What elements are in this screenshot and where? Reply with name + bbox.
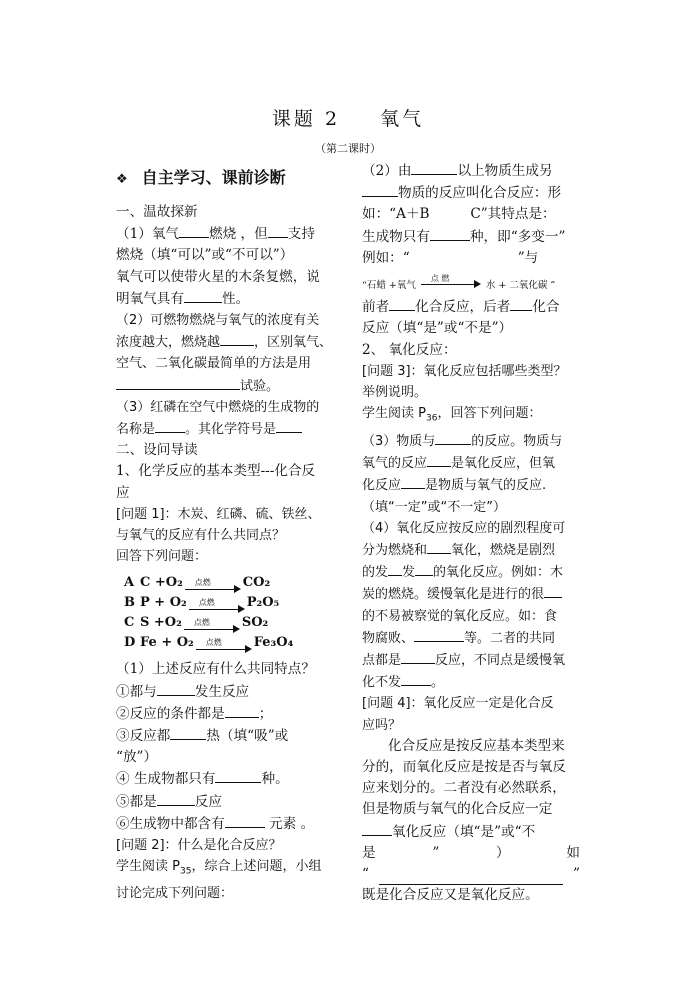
reaction-equation: D Fe + O₂ 点燃 Fe₃O₄ [124,633,339,653]
arrow-icon: 点 燃 [421,276,481,288]
reaction-equation: B P + O₂ 点燃 P₂O₅ [124,593,339,613]
problem-2: [问题 2]：什么是化合反应？ [116,838,282,854]
arrow-icon: 点燃 [196,641,252,653]
blank[interactable] [401,671,431,686]
blank[interactable] [401,474,425,489]
reaction-list [124,573,339,653]
blank[interactable] [220,331,254,346]
blank[interactable] [170,725,206,740]
lesson-number: 课题 2 [271,108,341,130]
blank[interactable] [427,539,451,554]
blank[interactable] [510,296,532,311]
blank[interactable] [379,870,563,885]
blank[interactable] [388,561,402,576]
reaction-equation: C S +O₂ 点燃 SO₂ [124,613,339,633]
feature-question: （1）上述反应有什么共同特点？ [116,661,315,678]
blank[interactable] [544,583,562,598]
question-3: （3）红磷在空气中燃烧的生成物的 [116,399,320,415]
blank[interactable] [179,223,209,238]
blank[interactable] [184,288,222,303]
lesson-topic: 氧气 [380,108,425,130]
subsection-review: 一、温故探新 [116,204,198,220]
problem-1: [问题 1]：木炭、红磷、硫、铁丝、 [116,506,321,522]
question-2: （2）可燃物燃烧与氧气的浓度有关 [116,313,320,329]
blank[interactable] [157,791,195,806]
diamond-bullet-icon: ❖ [116,172,128,187]
blank[interactable] [225,703,259,718]
subsection-oxidation: 2、 氧化反应： [362,341,457,358]
blank[interactable] [414,627,464,642]
left-column: ❖ 自主学习、课前诊断 一、温故探新 （1）氧气 燃烧 ，但 支持 燃烧（填“可以”或“不可以”） 氧气可以使带火星的木条复燃，说 明氧气具有 性。 （2）可燃物燃烧与氧气的浓度有关 浓度越大，燃烧越 ，区别氧气、 空气、二氧化碳最简单的方法是用 试验。 （3）红磷在空气中燃烧的生成物的 名称是 。其化学符号是 二、设问导读 1、化学反应的基本类型---化合反 应 [问题 1]：木炭、红磷、硫、铁丝、 与氧气的反应有什么共同点？ 回答下列问题： A C +O₂ 点燃 CO₂ B P + O₂ 点燃 P₂O₅ C S +O₂ 点燃 SO₂ D Fe + O₂ 点燃 Fe₃O₄ （1）上述反应有什么共同特点？ ①都与 发生反应 ②反应的条件都是 ； ③反应都 热（填“吸”或 “放”） ④ 生成物都只有 种。 ⑤都是 反应 ⑥生成物中都含有 元素 。 [问题 2]：什么是化合反应？ 学生阅读 $P_{35}$，综合上述问题，小组 讨论完成下列问题： [116,160,339,904]
blank[interactable] [362,821,392,836]
blank[interactable] [215,768,261,783]
arrow-icon: 点燃 [184,621,240,633]
page-title [0,104,696,131]
problem-4: [问题 4]：氧化反应一定是化合反 [362,696,554,712]
blank[interactable] [427,452,451,467]
blank[interactable] [415,561,433,576]
section-heading: ❖ 自主学习、课前诊断 [116,168,286,187]
blank[interactable] [276,418,302,433]
blank[interactable] [401,649,435,664]
blank[interactable] [430,226,470,241]
blank[interactable] [225,813,265,828]
arrow-icon: 点燃 [185,581,241,593]
blank[interactable] [155,418,185,433]
wax-combustion-equation: “石蜡 +氧气 点 燃 水 + 二氧化碳 ” [362,274,556,292]
blank[interactable] [116,375,240,390]
arrow-icon: 点燃 [189,601,245,613]
blank[interactable] [362,182,398,197]
reaction-equation: A C +O₂ 点燃 CO₂ [124,573,339,593]
question-1: （1）氧气 燃烧 ，但 支持 [116,223,339,245]
blank[interactable] [268,223,288,238]
page-subtitle: （第二课时） [315,142,381,155]
blank[interactable] [435,430,471,445]
blank[interactable] [411,160,457,175]
blank[interactable] [157,681,195,696]
blank[interactable] [389,296,415,311]
right-column: （2）由 以上物质生成另 物质的反应叫化合反应：形 如：“A＋B C”其特点是： 生成物只有 种，即“多变一” 例如：“ ”与 “石蜡 +氧气 点 燃 水 + 二氧化碳 ” 前者 化合反应，后者 化合 反应（填“是”或“不是”） 2、 氧化反应： [问题 3]：氧化反应包括哪些类型？ 举例说明。 学生阅读 $P_{36}$，回答下列问题： （3）物质与 的反应。物质与 氧气的反应 是氧化反应，但氧 化反应 是物质与氧气的反应. （填“一定”或“不一定”） （4）氧化反应按反应的剧烈程度可 分为燃烧和 氧化，燃烧是剧烈 的发 发 的氧化反应。例如：木 炭的燃烧。缓慢氧化是进行的很 的不易被察觉的氧化反应。如：食 物腐败、 等。二者的共同 点都是 反应，不同点是缓慢氧 化不发 。 [问题 4]：氧化反应一定是化合反 应吗？ 化合反应是按反应基本类型来 分的，而氧化反应是按是否与氧反 应来划分的。二者没有必然联系， 但是物质与氧气的化合反应一定 氧化反应（填“是”或“不 是 ” ） 如 “ ” 既是化合反应又是氧化反应。 [362,160,580,907]
problem-3: [问题 3]：氧化反应包括哪些类型？ [362,363,567,379]
subsection-guided: 二、设问导读 [116,442,198,459]
